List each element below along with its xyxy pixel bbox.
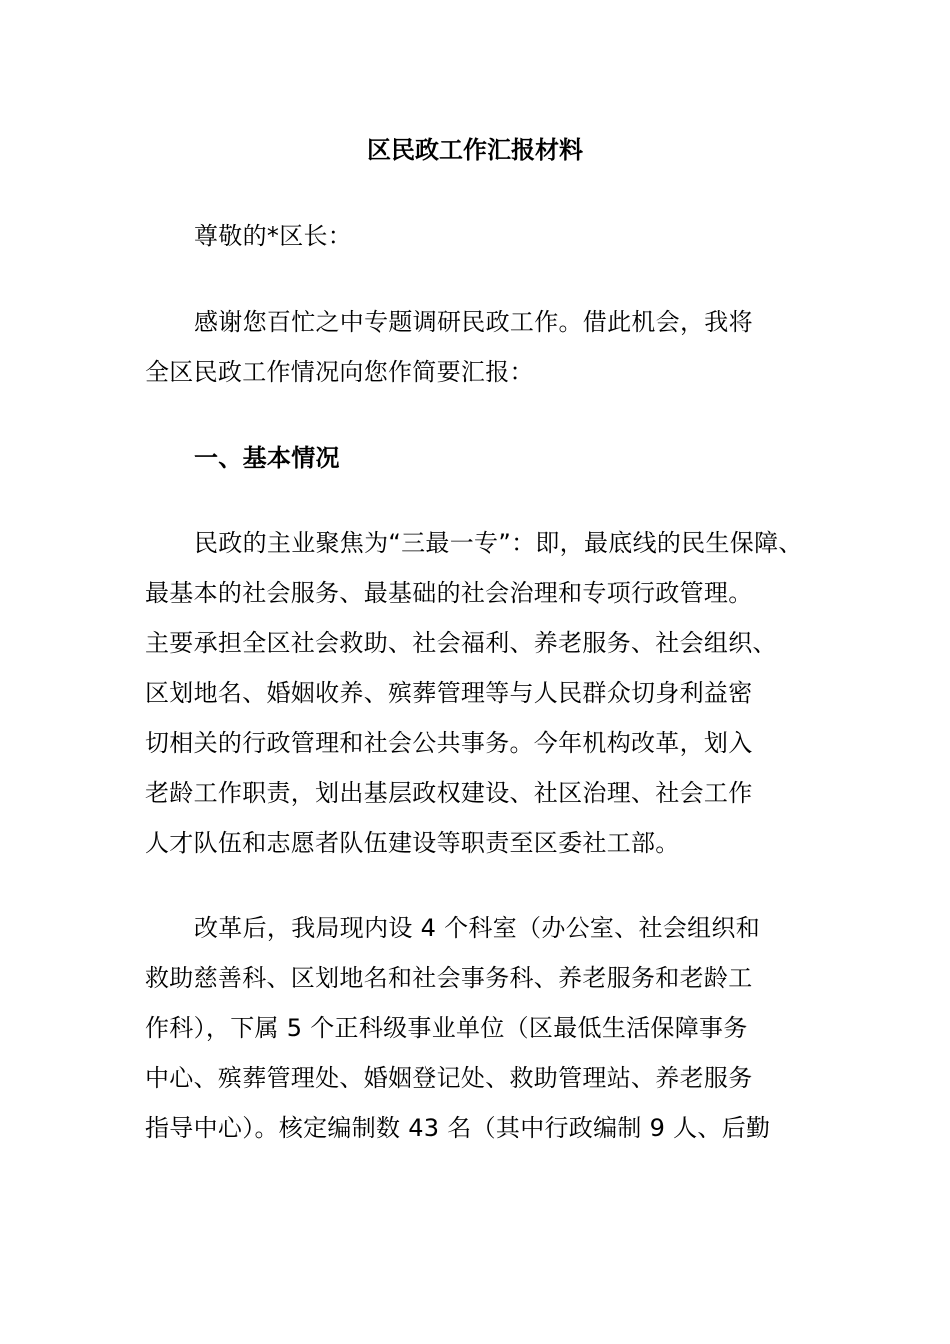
document-title: 区民政工作汇报材料 [367, 136, 583, 164]
paragraph-line: 主要承担全区社会救助、社会福利、养老服务、社会组织、 [145, 629, 777, 657]
paragraph-line: 救助慈善科、区划地名和社会事务科、养老服务和老龄工 [145, 964, 753, 992]
paragraph-line: 作科），下属 5 个正科级事业单位（区最低生活保障事务 [145, 1014, 748, 1042]
paragraph-line: 民政的主业聚焦为“三最一专”：即，最底线的民生保障、 [194, 529, 803, 557]
paragraph-line: 中心、殡葬管理处、婚姻登记处、救助管理站、养老服务 [145, 1064, 753, 1092]
section-heading: 一、基本情况 [194, 444, 340, 472]
paragraph-line: 改革后，我局现内设 4 个科室（办公室、社会组织和 [194, 914, 761, 942]
paragraph-line: 指导中心）。核定编制数 43 名（其中行政编制 9 人、后勤 [145, 1114, 771, 1142]
salutation: 尊敬的*区长： [194, 222, 353, 250]
intro-line: 全区民政工作情况向您作简要汇报： [145, 358, 534, 386]
paragraph-line: 区划地名、婚姻收养、殡葬管理等与人民群众切身利益密 [145, 679, 753, 707]
paragraph-line: 最基本的社会服务、最基础的社会治理和专项行政管理。 [145, 579, 753, 607]
paragraph-line: 切相关的行政管理和社会公共事务。今年机构改革，划入 [145, 729, 753, 757]
intro-line: 感谢您百忙之中专题调研民政工作。借此机会，我将 [194, 308, 753, 336]
paragraph-line: 人才队伍和志愿者队伍建设等职责至区委社工部。 [145, 829, 680, 857]
paragraph-line: 老龄工作职责，划出基层政权建设、社区治理、社会工作 [145, 779, 753, 807]
